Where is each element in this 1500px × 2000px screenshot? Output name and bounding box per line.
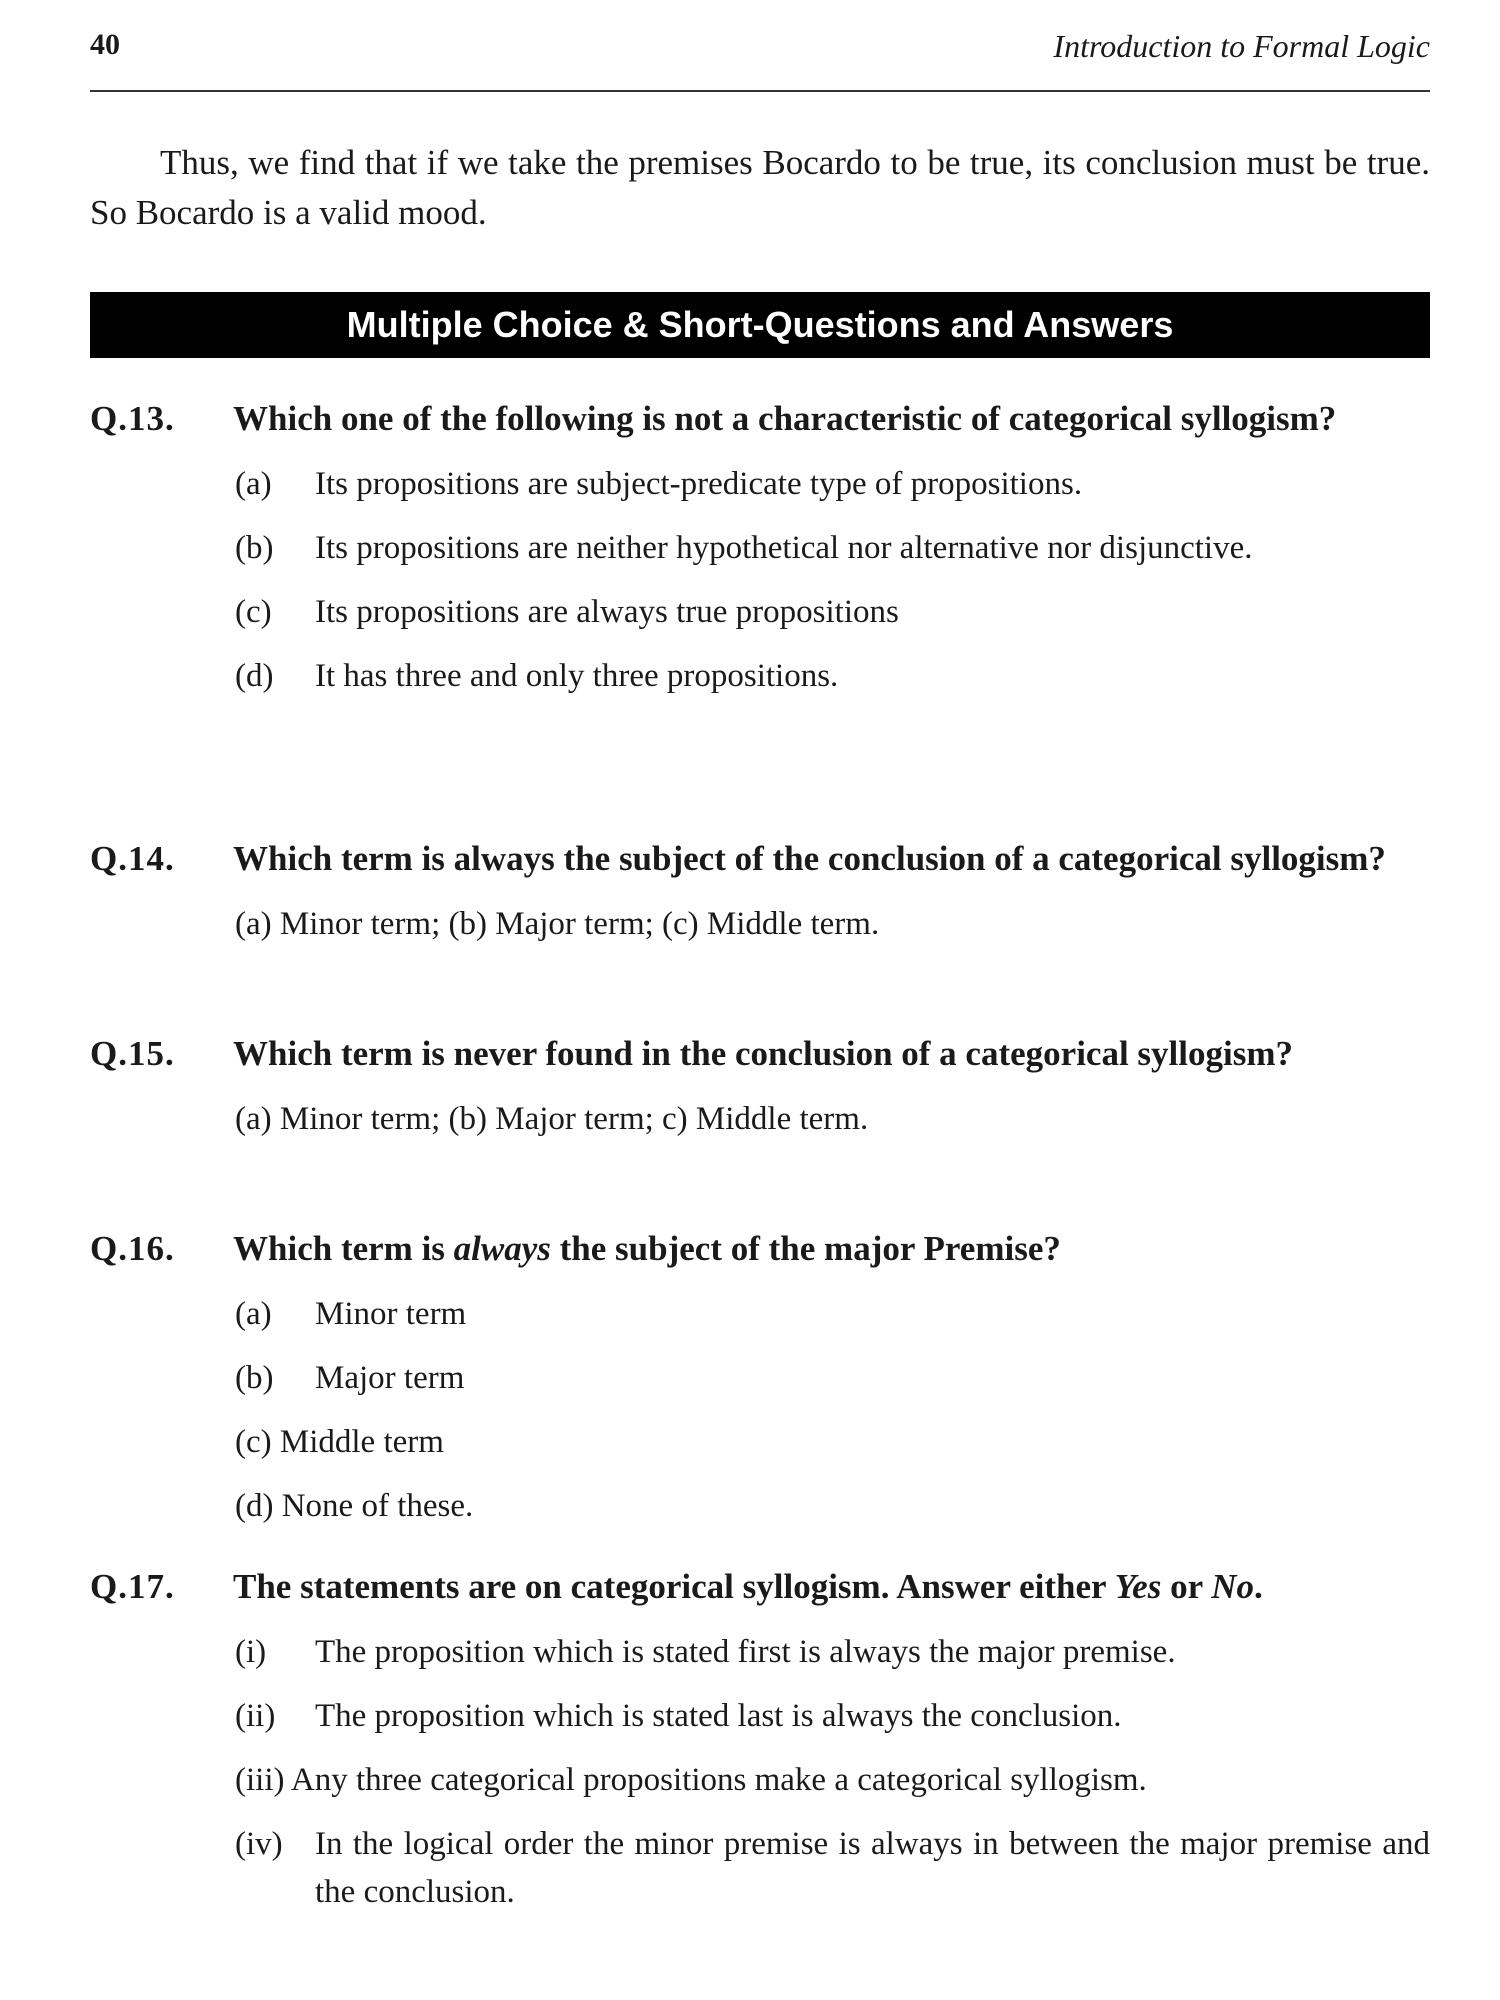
question-16	[90, 1224, 1430, 1530]
option	[235, 1290, 1430, 1338]
option-label: (b)	[235, 1360, 274, 1396]
option-text: The proposition which is stated first is always the major premise.	[315, 1634, 1176, 1670]
options-line: (a) Minor term; (b) Major term; (c) Middle term.	[235, 906, 880, 942]
option	[235, 652, 1430, 700]
option-text: The proposition which is stated last is always the conclusion.	[315, 1698, 1122, 1734]
emphasis-no: No	[1211, 1567, 1255, 1606]
question-number: Q.15.	[90, 1034, 175, 1073]
emphasis: always	[453, 1229, 551, 1268]
page-number: 40	[90, 28, 120, 61]
option	[235, 1692, 1430, 1740]
option	[235, 1820, 1430, 1916]
option-text: It has three and only three propositions.	[315, 658, 839, 694]
question-17	[90, 1562, 1430, 1916]
emphasis-yes: Yes	[1114, 1567, 1162, 1606]
option-label: (c)	[235, 594, 272, 630]
option-text: Its propositions are subject-predicate type of propositions.	[315, 466, 1083, 502]
option-label: (ii)	[235, 1698, 276, 1734]
option-text: In the logical order the minor premise is always in between the major premise and the conclusion.	[315, 1826, 1430, 1910]
options-line: (a) Minor term; (b) Major term; c) Middle term.	[235, 1101, 869, 1137]
option-label: (a)	[235, 466, 272, 502]
question-text-part: The statements are on categorical syllogism. Answer either	[233, 1567, 1115, 1606]
option-label: (iv)	[235, 1826, 283, 1862]
question-number: Q.16.	[90, 1229, 175, 1268]
option	[235, 524, 1430, 572]
book-page	[90, 0, 1430, 2000]
page-header	[90, 28, 1430, 72]
option: (c) Middle term	[235, 1424, 444, 1460]
option-text: Minor term	[315, 1296, 467, 1332]
question-text-part: Which term is	[233, 1229, 454, 1268]
question-text-part: .	[1254, 1567, 1263, 1606]
option-label: (d)	[235, 658, 274, 694]
option: (iii) Any three categorical propositions make a categorical syllogism.	[235, 1762, 1147, 1798]
question-14	[90, 834, 1430, 948]
option	[235, 460, 1430, 508]
option	[235, 1628, 1430, 1676]
question-text	[233, 1562, 1430, 1612]
question-text: Which term is never found in the conclusion of a categorical syllogism?	[233, 1034, 1293, 1073]
question-text: Which term is always the subject of the conclusion of a categorical syllogism?	[233, 839, 1386, 878]
option-label: (i)	[235, 1634, 267, 1670]
option-text: Its propositions are always true propositions	[315, 594, 899, 630]
question-text-part: the subject of the major Premise?	[550, 1229, 1061, 1268]
option-text: Its propositions are neither hypothetical nor alternative nor disjunctive.	[315, 530, 1253, 566]
question-text	[233, 1224, 1430, 1274]
section-banner: Multiple Choice & Short-Questions and Answers	[90, 292, 1430, 358]
question-number: Q.17.	[90, 1567, 175, 1606]
question-15	[90, 1029, 1430, 1143]
option-label: (a)	[235, 1296, 272, 1332]
option-label: (b)	[235, 530, 274, 566]
question-text: Which one of the following is not a characteristic of categorical syllogism?	[233, 399, 1337, 438]
option	[235, 588, 1430, 636]
question-text-part: or	[1161, 1567, 1212, 1606]
running-title: Introduction to Formal Logic	[1053, 28, 1430, 64]
header-rule	[90, 90, 1430, 92]
option-text: Major term	[315, 1360, 465, 1396]
question-13	[90, 394, 1430, 700]
option	[235, 1354, 1430, 1402]
option: (d) None of these.	[235, 1488, 474, 1524]
intro-paragraph: Thus, we find that if we take the premises Bocardo to be true, its conclusion must be true. So Bocardo is a valid mood.	[90, 143, 1430, 232]
question-number: Q.14.	[90, 839, 175, 878]
question-number: Q.13.	[90, 399, 175, 438]
